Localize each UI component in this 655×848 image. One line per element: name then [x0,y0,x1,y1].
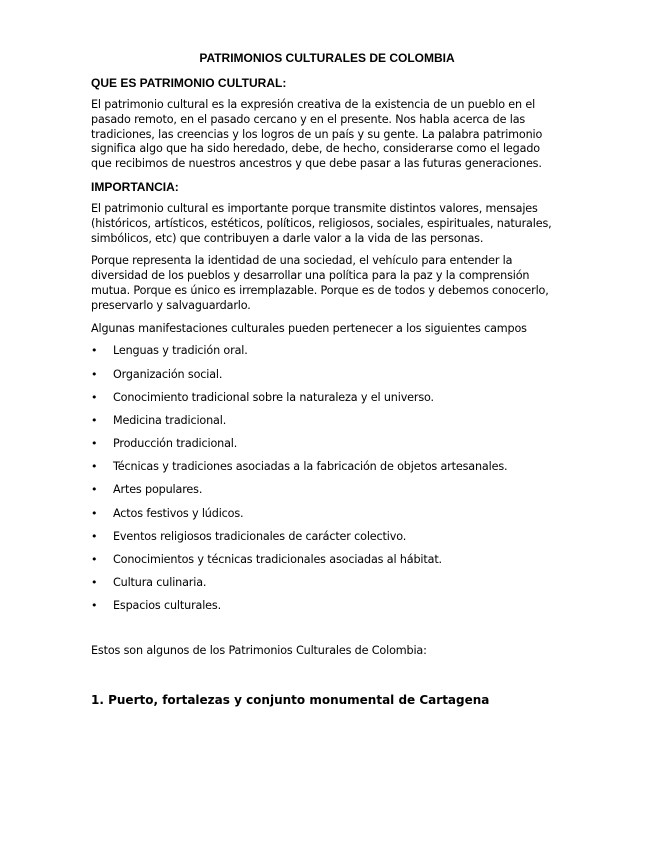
document-page [91,51,563,708]
bullet-icon: • [91,437,98,451]
list-item [91,599,563,614]
list-item [91,368,563,383]
list-item-text: Espacios culturales. [113,599,222,613]
bullet-icon: • [91,460,98,474]
document-title: PATRIMONIOS CULTURALES DE COLOMBIA [199,51,455,65]
list-item [91,530,563,545]
list-item-text: Actos festivos y lúdicos. [113,506,244,520]
list-item-text: Lenguas y tradición oral. [113,344,248,358]
list-item-text: Organización social. [113,367,223,381]
section-heading-importancia: IMPORTANCIA: [91,179,179,194]
list-item [91,437,563,452]
bullet-icon: • [91,599,98,613]
manifestations-list [91,344,563,614]
bullet-icon: • [91,367,98,381]
bullet-icon: • [91,529,98,543]
paragraph-definition: El patrimonio cultural es la expresión creativa de la existencia de un pueblo en el pasado remoto, en el pasado cercano y en el presente. Nos habla acerca de las tradiciones, las creencias y los logros de un país y su gente. La palabra patrimonio significa algo que ha sido heredado, debe, de hecho, considerarse como el legado que recibimos de nuestros ancestros y que debe pasar a las futuras generaciones. [91,98,543,171]
list-item [91,414,563,429]
bullet-icon: • [91,344,98,358]
list-item-text: Conocimientos y técnicas tradicionales asociadas al hábitat. [113,553,442,567]
list-item [91,391,563,406]
list-item-text: Técnicas y tradiciones asociadas a la fabricación de objetos artesanales. [113,460,508,474]
list-item [91,507,563,522]
list-item-text: Cultura culinaria. [113,576,207,590]
list-item [91,460,563,475]
list-item-text: Artes populares. [113,483,203,497]
bullet-icon: • [91,553,98,567]
list-item [91,553,563,568]
bullet-icon: • [91,506,98,520]
bullet-icon: • [91,576,98,590]
bullet-icon: • [91,413,98,427]
list-item-text: Conocimiento tradicional sobre la naturaleza y el universo. [113,390,434,404]
bullet-icon: • [91,390,98,404]
paragraph-importance-1: El patrimonio cultural es importante porque transmite distintos valores, mensajes (históricos, artísticos, estéticos, políticos, religiosos, sociales, espirituales, naturales, simbólicos, etc) que contribuyen a darle valor a la vida de las personas. [91,201,552,245]
sites-intro: Estos son algunos de los Patrimonios Culturales de Colombia: [91,644,427,658]
list-item [91,483,563,498]
list-item [91,344,563,359]
section-heading-que-es: QUE ES PATRIMONIO CULTURAL: [91,76,287,90]
bullet-icon: • [91,483,98,497]
list-item-text: Medicina tradicional. [113,413,227,427]
list-item-text: Eventos religiosos tradicionales de carácter colectivo. [113,529,407,543]
paragraph-importance-2: Porque representa la identidad de una sociedad, el vehículo para entender la diversidad de los pueblos y desarrollar una política para la paz y la comprensión mutua. Porque es único es irremplazable. Porque es de todos y debemos conocerlo, preservarlo y salvaguardarlo. [91,254,549,312]
site-heading-cartagena: 1. Puerto, fortalezas y conjunto monumental de Cartagena [91,693,490,708]
list-item-text: Producción tradicional. [113,437,238,451]
list-intro: Algunas manifestaciones culturales pueden pertenecer a los siguientes campos [91,321,527,335]
list-item [91,576,563,591]
